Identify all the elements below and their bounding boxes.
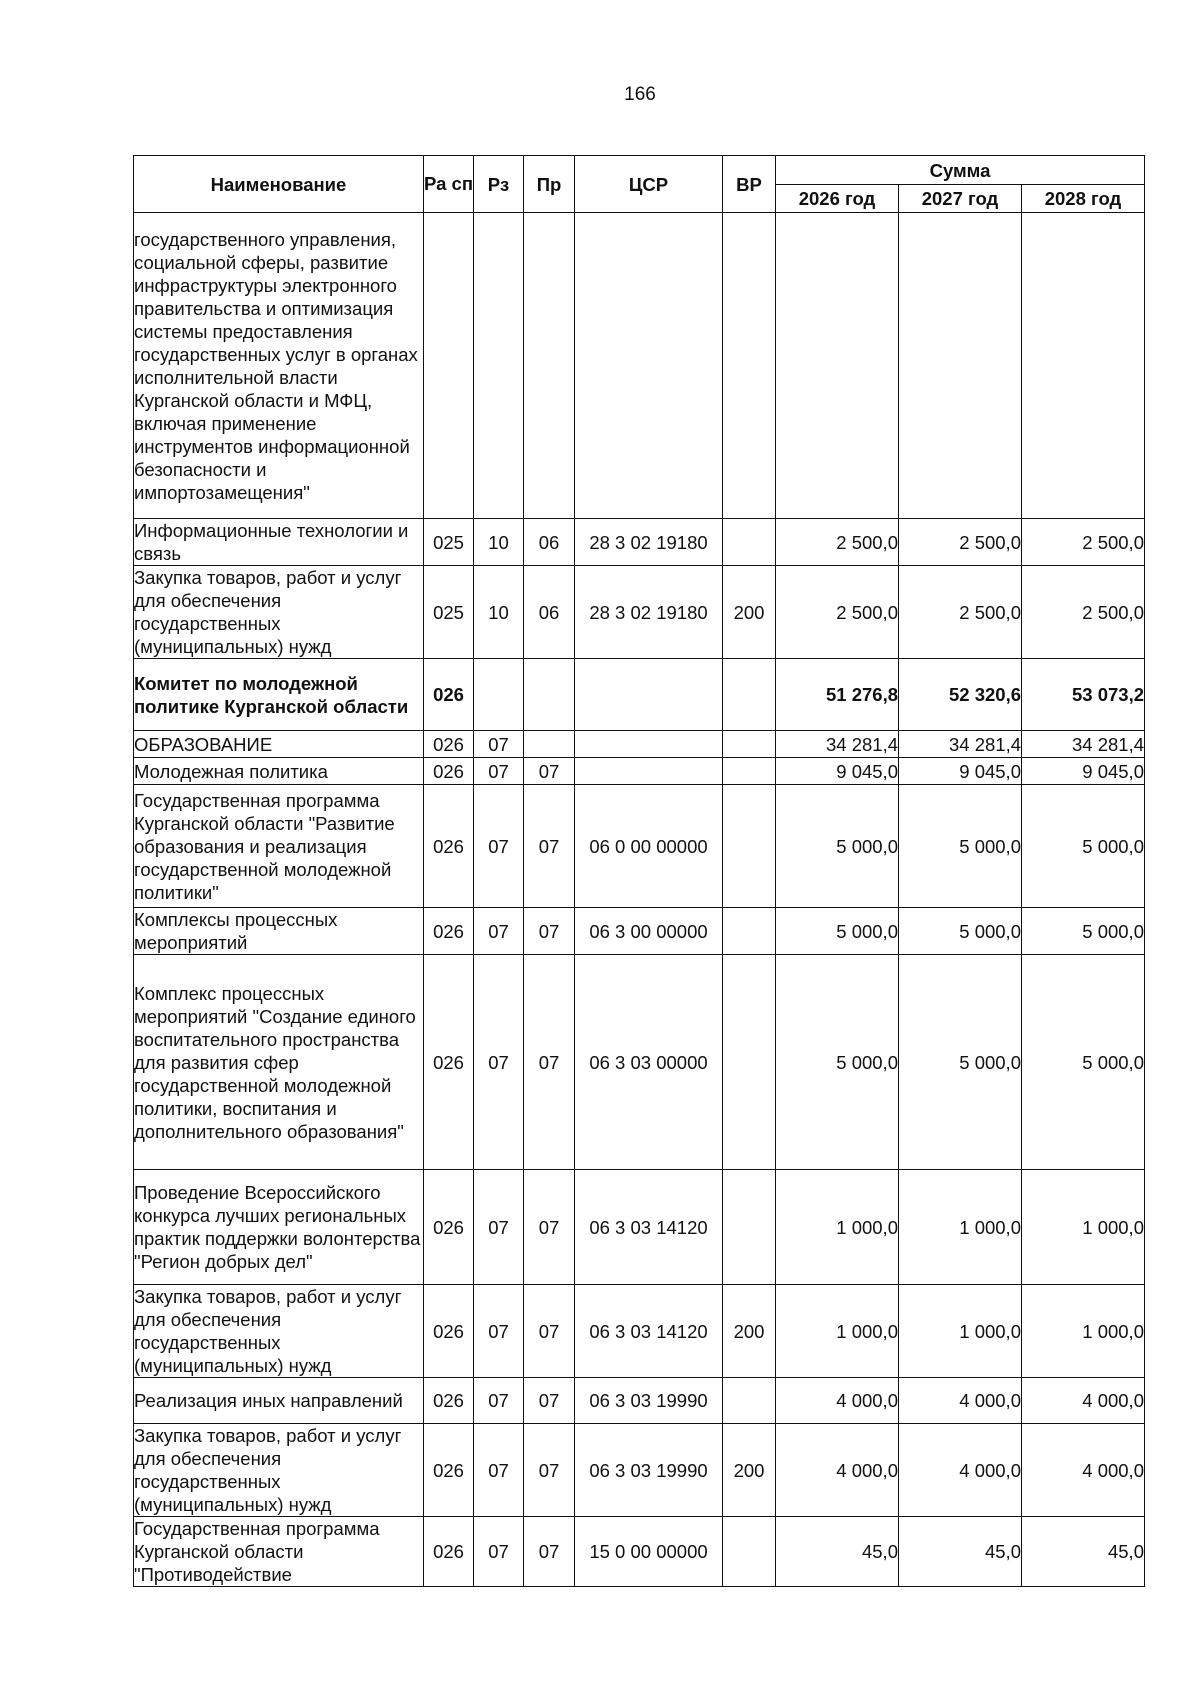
cell-csr <box>575 659 723 731</box>
cell-2026: 2 500,0 <box>776 566 899 659</box>
cell-name: Закупка товаров, работ и услуг для обеспечения государственных (муниципальных) нужд <box>134 1424 424 1517</box>
cell-vr <box>723 758 776 785</box>
table-row <box>134 1378 1145 1424</box>
cell-2028: 1 000,0 <box>1022 1170 1145 1285</box>
cell-rasp: 026 <box>424 1517 474 1587</box>
cell-2027: 45,0 <box>899 1517 1022 1587</box>
cell-vr <box>723 213 776 519</box>
cell-pr <box>524 213 575 519</box>
table-row <box>134 566 1145 659</box>
cell-name: государственного управления, социальной сферы, развитие инфраструктуры электронного правительства и оптимизация системы предоставления государственных услуг в органах исполнительной власти Курганской области и МФЦ, включая применение инструментов информационной безопасности и импортозамещения" <box>134 213 424 519</box>
cell-rasp: 026 <box>424 758 474 785</box>
cell-csr <box>575 731 723 758</box>
cell-2027: 34 281,4 <box>899 731 1022 758</box>
table-row <box>134 1285 1145 1378</box>
cell-vr <box>723 1378 776 1424</box>
cell-name: Проведение Всероссийского конкурса лучших региональных практик поддержки волонтерства "Регион добрых дел" <box>134 1170 424 1285</box>
cell-vr <box>723 519 776 566</box>
cell-csr <box>575 213 723 519</box>
cell-name: ОБРАЗОВАНИЕ <box>134 731 424 758</box>
cell-rz: 07 <box>474 758 524 785</box>
cell-2026: 4 000,0 <box>776 1424 899 1517</box>
table-row <box>134 1424 1145 1517</box>
header-rz: Рз <box>474 156 524 213</box>
cell-vr <box>723 785 776 908</box>
cell-rz: 07 <box>474 1378 524 1424</box>
cell-pr: 07 <box>524 1285 575 1378</box>
table-row <box>134 1170 1145 1285</box>
cell-vr: 200 <box>723 1285 776 1378</box>
cell-name: Комплексы процессных мероприятий <box>134 908 424 955</box>
cell-2026: 51 276,8 <box>776 659 899 731</box>
cell-pr: 07 <box>524 1424 575 1517</box>
cell-csr: 06 0 00 00000 <box>575 785 723 908</box>
cell-2026 <box>776 213 899 519</box>
cell-2027: 4 000,0 <box>899 1378 1022 1424</box>
cell-pr <box>524 659 575 731</box>
header-year-2027: 2027 год <box>899 185 1022 213</box>
cell-2026: 5 000,0 <box>776 955 899 1170</box>
cell-csr: 28 3 02 19180 <box>575 519 723 566</box>
table-row <box>134 519 1145 566</box>
cell-pr: 07 <box>524 785 575 908</box>
cell-2028: 5 000,0 <box>1022 955 1145 1170</box>
cell-pr: 07 <box>524 1378 575 1424</box>
cell-rz <box>474 213 524 519</box>
cell-name: Информационные технологии и связь <box>134 519 424 566</box>
table-row <box>134 731 1145 758</box>
header-year-2028: 2028 год <box>1022 185 1145 213</box>
cell-2027: 5 000,0 <box>899 955 1022 1170</box>
cell-name: Закупка товаров, работ и услуг для обеспечения государственных (муниципальных) нужд <box>134 566 424 659</box>
table-row <box>134 908 1145 955</box>
cell-2028: 53 073,2 <box>1022 659 1145 731</box>
cell-csr: 06 3 03 14120 <box>575 1285 723 1378</box>
cell-rasp: 026 <box>424 1170 474 1285</box>
cell-2026: 1 000,0 <box>776 1285 899 1378</box>
header-rasp: Ра сп <box>424 156 474 213</box>
cell-csr: 06 3 03 19990 <box>575 1378 723 1424</box>
cell-csr: 06 3 03 00000 <box>575 955 723 1170</box>
cell-rz: 07 <box>474 731 524 758</box>
cell-2027: 52 320,6 <box>899 659 1022 731</box>
cell-2027: 9 045,0 <box>899 758 1022 785</box>
cell-name: Комплекс процессных мероприятий "Создание единого воспитательного пространства для развития сфер государственной молодежной политики, воспитания и дополнительного образования" <box>134 955 424 1170</box>
cell-2028: 5 000,0 <box>1022 908 1145 955</box>
cell-rasp: 026 <box>424 785 474 908</box>
cell-rasp: 026 <box>424 1424 474 1517</box>
table-row <box>134 785 1145 908</box>
cell-2028: 34 281,4 <box>1022 731 1145 758</box>
cell-pr: 07 <box>524 1170 575 1285</box>
cell-2028: 2 500,0 <box>1022 519 1145 566</box>
cell-name: Государственная программа Курганской области "Развитие образования и реализация государственной молодежной политики" <box>134 785 424 908</box>
cell-name: Государственная программа Курганской области "Противодействие <box>134 1517 424 1587</box>
cell-name: Молодежная политика <box>134 758 424 785</box>
cell-csr <box>575 758 723 785</box>
cell-2026: 4 000,0 <box>776 1378 899 1424</box>
cell-pr: 07 <box>524 908 575 955</box>
cell-2026: 2 500,0 <box>776 519 899 566</box>
cell-rasp: 026 <box>424 1285 474 1378</box>
cell-2026: 9 045,0 <box>776 758 899 785</box>
cell-vr <box>723 1517 776 1587</box>
cell-2027: 2 500,0 <box>899 566 1022 659</box>
header-year-2026: 2026 год <box>776 185 899 213</box>
cell-rz: 07 <box>474 908 524 955</box>
cell-rasp: 026 <box>424 731 474 758</box>
table-row <box>134 955 1145 1170</box>
cell-csr: 15 0 00 00000 <box>575 1517 723 1587</box>
cell-2027: 5 000,0 <box>899 785 1022 908</box>
cell-pr: 06 <box>524 566 575 659</box>
table-row <box>134 213 1145 519</box>
cell-rz: 10 <box>474 566 524 659</box>
cell-vr: 200 <box>723 1424 776 1517</box>
cell-2028: 4 000,0 <box>1022 1424 1145 1517</box>
cell-vr <box>723 908 776 955</box>
cell-rz: 07 <box>474 1285 524 1378</box>
header-vr: ВР <box>723 156 776 213</box>
header-name: Наименование <box>134 156 424 213</box>
header-sum: Сумма <box>776 156 1145 185</box>
cell-csr: 06 3 03 14120 <box>575 1170 723 1285</box>
cell-2028: 45,0 <box>1022 1517 1145 1587</box>
cell-2027: 2 500,0 <box>899 519 1022 566</box>
cell-csr: 06 3 03 19990 <box>575 1424 723 1517</box>
cell-vr <box>723 1170 776 1285</box>
cell-rasp: 026 <box>424 659 474 731</box>
cell-2026: 5 000,0 <box>776 785 899 908</box>
cell-2027: 1 000,0 <box>899 1170 1022 1285</box>
cell-name: Закупка товаров, работ и услуг для обеспечения государственных (муниципальных) нужд <box>134 1285 424 1378</box>
table-row <box>134 1517 1145 1587</box>
cell-2026: 1 000,0 <box>776 1170 899 1285</box>
cell-vr <box>723 955 776 1170</box>
cell-rasp: 026 <box>424 1378 474 1424</box>
cell-2028: 5 000,0 <box>1022 785 1145 908</box>
cell-rz <box>474 659 524 731</box>
budget-table <box>133 155 1145 1587</box>
cell-pr <box>524 731 575 758</box>
cell-vr: 200 <box>723 566 776 659</box>
cell-2028: 4 000,0 <box>1022 1378 1145 1424</box>
cell-2026: 5 000,0 <box>776 908 899 955</box>
cell-2028: 2 500,0 <box>1022 566 1145 659</box>
cell-2028 <box>1022 213 1145 519</box>
header-pr: Пр <box>524 156 575 213</box>
header-csr: ЦСР <box>575 156 723 213</box>
cell-name: Реализация иных направлений <box>134 1378 424 1424</box>
cell-2026: 45,0 <box>776 1517 899 1587</box>
cell-2027: 5 000,0 <box>899 908 1022 955</box>
cell-csr: 28 3 02 19180 <box>575 566 723 659</box>
cell-rasp: 025 <box>424 519 474 566</box>
cell-rasp <box>424 213 474 519</box>
table-body <box>134 213 1145 1587</box>
cell-csr: 06 3 00 00000 <box>575 908 723 955</box>
cell-rasp: 026 <box>424 955 474 1170</box>
cell-rz: 07 <box>474 955 524 1170</box>
cell-2027: 4 000,0 <box>899 1424 1022 1517</box>
cell-2028: 1 000,0 <box>1022 1285 1145 1378</box>
cell-rz: 07 <box>474 785 524 908</box>
cell-vr <box>723 659 776 731</box>
cell-rasp: 026 <box>424 908 474 955</box>
cell-pr: 06 <box>524 519 575 566</box>
cell-2028: 9 045,0 <box>1022 758 1145 785</box>
cell-pr: 07 <box>524 955 575 1170</box>
cell-2026: 34 281,4 <box>776 731 899 758</box>
cell-rz: 07 <box>474 1424 524 1517</box>
table-row <box>134 758 1145 785</box>
cell-rz: 10 <box>474 519 524 566</box>
cell-name: Комитет по молодежной политике Курганской области <box>134 659 424 731</box>
cell-2027 <box>899 213 1022 519</box>
cell-2027: 1 000,0 <box>899 1285 1022 1378</box>
page-number: 166 <box>624 84 656 105</box>
cell-pr: 07 <box>524 758 575 785</box>
cell-rasp: 025 <box>424 566 474 659</box>
table-row <box>134 659 1145 731</box>
cell-rz: 07 <box>474 1170 524 1285</box>
cell-rz: 07 <box>474 1517 524 1587</box>
cell-pr: 07 <box>524 1517 575 1587</box>
cell-vr <box>723 731 776 758</box>
